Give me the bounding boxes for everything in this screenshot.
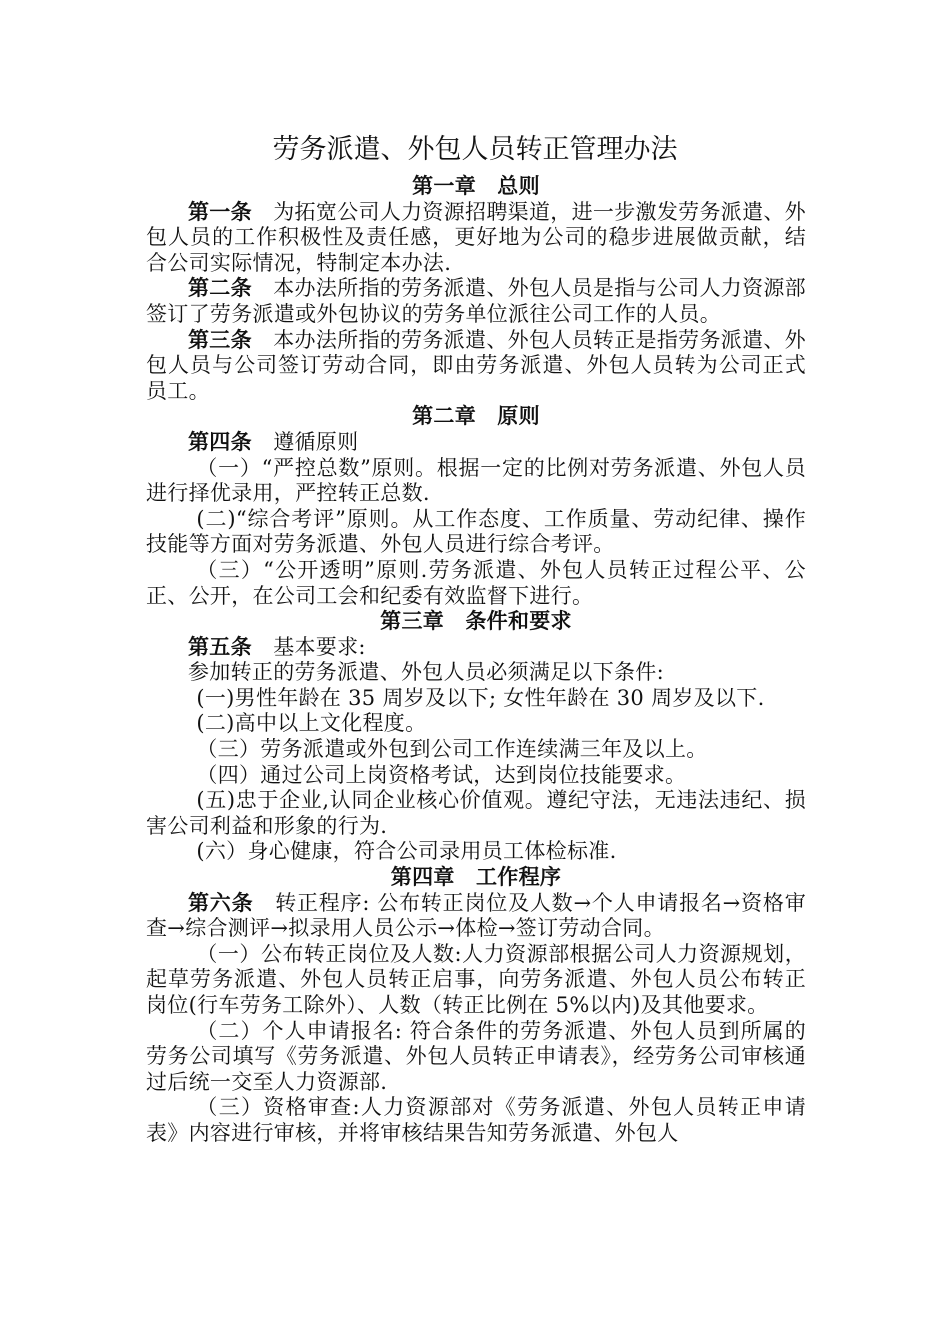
chapter-heading: 第二章 原则 (412, 404, 540, 429)
article-label: 第五条 (188, 634, 252, 659)
article-text: 为拓宽公司人力资源招聘渠道，进一步激发劳务派遣、外包人员的工作积极性及责任感，更好地为公司的稳步进展做贡献，结合公司实际情况，特制定本办法. (146, 199, 806, 275)
list-item: (二)“综合考评”原则。从工作态度、工作质量、劳动纪律、操作技能等方面对劳务派遣、外包人员进行综合考评。 (146, 506, 806, 557)
article-text: 遵循原则 (251, 429, 359, 454)
chapter-heading: 第三章 条件和要求 (380, 609, 572, 634)
article-label: 第一条 (188, 199, 252, 224)
list-item: （一）公布转正岗位及人数:人力资源部根据公司人力资源规划，起草劳务派遣、外包人员转正启事，向劳务派遣、外包人员公布转正岗位(行车劳务工除外）、人数（转正比例在 5%以内)及其他要求。 (146, 941, 806, 1017)
list-item: （四）通过公司上岗资格考试，达到岗位技能要求。 (196, 762, 687, 787)
list-item: （二）个人申请报名: 符合条件的劳务派遣、外包人员到所属的劳务公司填写《劳务派遣、外包人员转正申请表》，经劳务公司审核通过后统一交至人力资源部. (146, 1018, 806, 1094)
article-text: 本办法所指的劳务派遣、外包人员转正是指劳务派遣、外包人员与公司签订劳动合同，即由劳务派遣、外包人员转为公司正式员工。 (146, 327, 806, 403)
requirements-intro: 参加转正的劳务派遣、外包人员必须满足以下条件: (188, 660, 664, 685)
article-label: 第二条 (188, 276, 252, 301)
list-item: （一）“严控总数”原则。根据一定的比例对劳务派遣、外包人员进行择优录用，严控转正总数. (146, 455, 806, 506)
article-paragraph (146, 635, 806, 661)
article-paragraph (146, 328, 806, 405)
chapter-heading: 第四章 工作程序 (390, 865, 562, 890)
article-label: 第六条 (188, 890, 254, 915)
article-paragraph (146, 200, 806, 277)
article-label: 第四条 (188, 429, 252, 454)
article-text: 本办法所指的劳务派遣、外包人员是指与公司人力资源部签订了劳务派遣或外包协议的劳务单位派往公司工作的人员。 (146, 276, 806, 326)
list-item: (六）身心健康，符合公司录用员工体检标准. (196, 839, 617, 864)
list-item: （三）劳务派遣或外包到公司工作连续满三年及以上。 (196, 737, 708, 762)
list-item: （三）资格审查:人力资源部对《劳务派遣、外包人员转正申请表》内容进行审核，并将审核结果告知劳务派遣、外包人 (146, 1095, 806, 1145)
list-item: (一)男性年龄在 35 周岁及以下; 女性年龄在 30 周岁及以下. (196, 685, 765, 710)
article-paragraph (146, 891, 806, 942)
article-text: 转正程序: 公布转正岗位及人数→个人申请报名→资格审查→综合测评→拟录用人员公示→体检→签订劳动合同。 (146, 890, 806, 941)
article-label: 第三条 (188, 327, 252, 352)
list-item: (五)忠于企业,认同企业核心价值观。遵纪守法，无违法违纪、损害公司利益和形象的行为. (146, 788, 806, 838)
list-item: (二)高中以上文化程度。 (196, 711, 427, 736)
article-paragraph (146, 276, 806, 327)
list-item: （三）“公开透明”原则.劳务派遣、外包人员转正过程公平、公正、公开，在公司工会和纪委有效监督下进行。 (146, 557, 806, 608)
document-title: 劳务派遣、外包人员转正管理办法 (272, 134, 678, 165)
chapter-heading: 第一章 总则 (412, 174, 540, 198)
document-body (146, 174, 806, 1147)
article-text: 基本要求: (251, 634, 366, 659)
article-paragraph (146, 430, 806, 456)
